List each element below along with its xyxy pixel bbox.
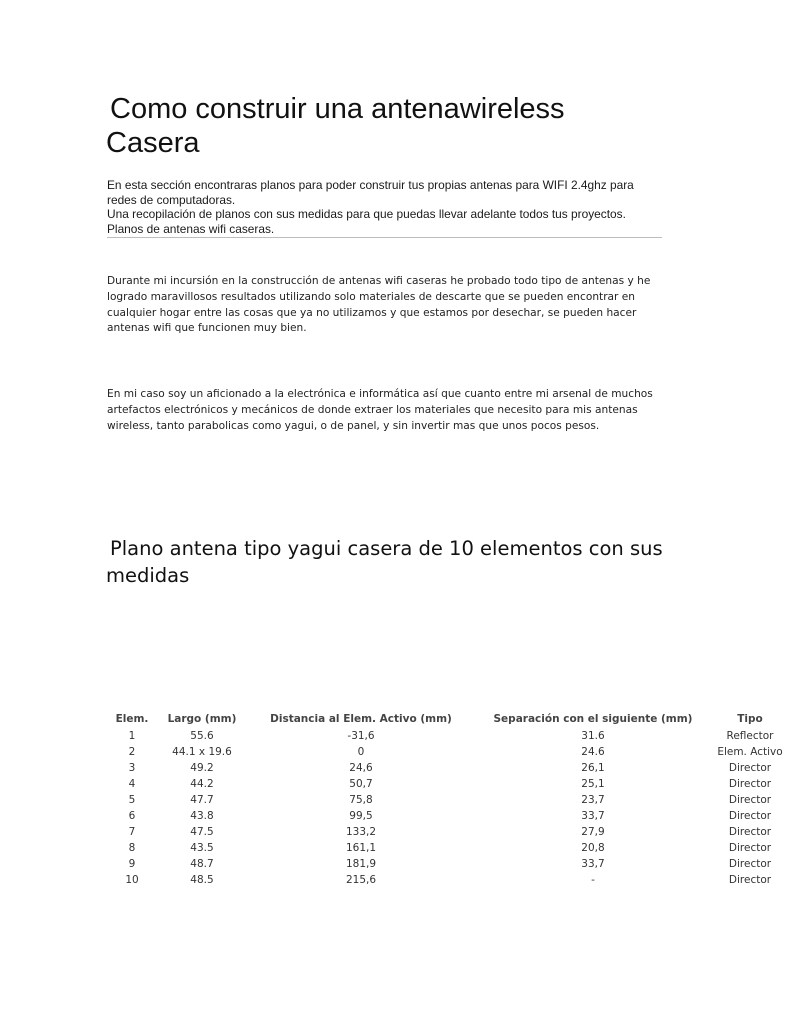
- table-row: [108, 856, 788, 872]
- cell-largo: 55.6: [190, 730, 214, 742]
- divider: [107, 237, 662, 238]
- header-elem: Elem.: [115, 712, 149, 725]
- cell-largo: 49.2: [190, 762, 214, 774]
- cell-distancia: 50,7: [349, 778, 373, 790]
- cell-distancia: 161,1: [345, 842, 377, 854]
- table-row: [108, 776, 788, 792]
- header-largo: Largo (mm): [167, 712, 237, 725]
- cell-largo: 48.5: [190, 874, 214, 886]
- cell-separacion: -: [591, 874, 595, 886]
- cell-distancia: -31,6: [347, 730, 375, 742]
- section-title-text: Plano antena tipo yagui casera de 10 elementos con sus medidas: [106, 537, 663, 587]
- header-distancia: Distancia al Elem. Activo (mm): [270, 712, 452, 725]
- cell-separacion: 24.6: [581, 746, 605, 758]
- cell-elem: 2: [128, 746, 136, 758]
- cell-tipo: Director: [728, 794, 772, 806]
- cell-elem: 4: [128, 778, 136, 790]
- cell-distancia: 215,6: [345, 874, 377, 886]
- table-row: [108, 728, 788, 744]
- cell-distancia: 181,9: [345, 858, 377, 870]
- table-row: [108, 840, 788, 856]
- cell-tipo: Director: [728, 762, 772, 774]
- cell-tipo: Director: [728, 810, 772, 822]
- table-row: [108, 872, 788, 888]
- cell-distancia: 0: [357, 746, 365, 758]
- cell-elem: 5: [128, 794, 136, 806]
- section-title: [106, 535, 666, 589]
- table-row: [108, 760, 788, 776]
- cell-elem: 9: [128, 858, 136, 870]
- cell-largo: 48.7: [190, 858, 214, 870]
- cell-largo: 47.5: [190, 826, 214, 838]
- cell-separacion: 20,8: [581, 842, 605, 854]
- cell-largo: 47.7: [190, 794, 214, 806]
- page-title-line1b: wireless: [459, 93, 565, 125]
- page-title-line1: Como construir una antena: [110, 93, 460, 125]
- header-tipo: Tipo: [737, 712, 763, 725]
- cell-tipo: Director: [728, 842, 772, 854]
- table-row: [108, 808, 788, 824]
- table-header-row: [108, 709, 788, 728]
- cell-tipo: Elem. Activo: [717, 746, 783, 758]
- cell-elem: 3: [128, 762, 136, 774]
- cell-tipo: Director: [728, 778, 772, 790]
- cell-separacion: 31.6: [581, 730, 605, 742]
- cell-distancia: 24,6: [349, 762, 373, 774]
- table-row: [108, 744, 788, 760]
- cell-elem: 1: [128, 730, 136, 742]
- cell-elem: 10: [125, 874, 139, 886]
- cell-largo: 43.5: [190, 842, 214, 854]
- table-row: [108, 792, 788, 808]
- cell-distancia: 133,2: [345, 826, 377, 838]
- cell-elem: 8: [128, 842, 136, 854]
- cell-distancia: 99,5: [349, 810, 373, 822]
- cell-tipo: Director: [728, 826, 772, 838]
- intro-line-3: Planos de antenas wifi caseras.: [107, 221, 275, 236]
- cell-separacion: 23,7: [581, 794, 605, 806]
- header-separacion: Separación con el siguiente (mm): [493, 712, 693, 725]
- table-row: [108, 824, 788, 840]
- measurements-table: [108, 709, 788, 888]
- cell-separacion: 33,7: [581, 858, 605, 870]
- cell-separacion: 33,7: [581, 810, 605, 822]
- page-title-line2: Casera: [106, 127, 200, 159]
- paragraph-experience: Durante mi incursión en la construcción de antenas wifi caseras he probado todo tipo de antenas y he logrado maravillosos resultados utilizando solo materiales de descarte que se pueden encontrar en cualquier hogar entre las cosas que ya no utilizamos y que estamos por desechar, se pueden hacer antenas wifi que funcionen muy bien.: [107, 275, 651, 335]
- measurements-table-wrap: [108, 709, 783, 894]
- cell-elem: 7: [128, 826, 136, 838]
- cell-largo: 44.1 x 19.6: [172, 746, 232, 758]
- cell-tipo: Director: [728, 858, 772, 870]
- cell-largo: 43.8: [190, 810, 214, 822]
- page-title: [106, 92, 666, 160]
- cell-separacion: 26,1: [581, 762, 605, 774]
- cell-elem: 6: [128, 810, 136, 822]
- cell-distancia: 75,8: [349, 794, 373, 806]
- intro-block: [107, 178, 662, 236]
- cell-tipo: Director: [728, 874, 772, 886]
- cell-separacion: 27,9: [581, 826, 605, 838]
- cell-tipo: Reflector: [726, 730, 774, 742]
- cell-separacion: 25,1: [581, 778, 605, 790]
- intro-line-1: En esta sección encontraras planos para poder construir tus propias antenas para WIFI 2.4ghz para redes de computadoras.: [107, 178, 634, 207]
- intro-line-2: Una recopilación de planos con sus medidas para que puedas llevar adelante todos tus proyectos.: [107, 207, 626, 221]
- paragraph-hobbyist: En mi caso soy un aficionado a la electrónica e informática así que cuanto entre mi arsenal de muchos artefactos electrónicos y mecánicos de donde extraer los materiales que necesito para mis antenas wireless, tanto parabolicas como yagui, o de panel, y sin invertir mas que unos pocos pesos.: [107, 388, 653, 432]
- cell-largo: 44.2: [190, 778, 214, 790]
